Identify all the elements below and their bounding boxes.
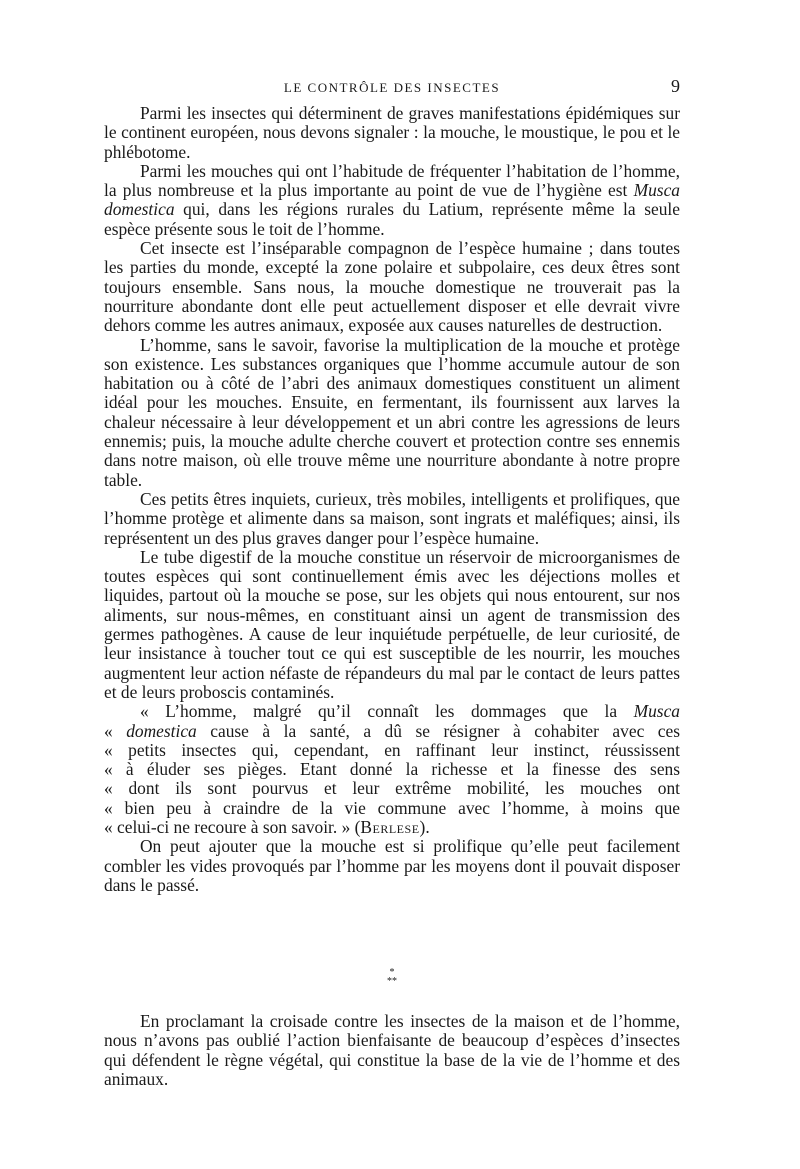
berlese-quote <box>104 702 680 837</box>
paragraph-companion: Cet insecte est l’inséparable compagnon de l’espèce humaine ; dans toutes les parties du monde, excepté la zone polaire et subpolaire, ces deux êtres sont toujours ensemble. Sans nous, la mouche domestique ne trouverait pas la nourriture abondante dont elle peut actuellement disposer et elle devrait vivre dehors comme les autres animaux, exposée aux causes naturelles de destruction. <box>104 238 680 336</box>
final-text <box>104 1012 680 1089</box>
quote-line: « dont ils sont pourvus et leur extrême mobilité, les mouches ont <box>104 778 680 799</box>
quote-line-7-text: « celui-ci ne recoure à son savoir. » ( <box>104 816 361 837</box>
quote-line-1-text: « L’homme, malgré qu’il connaît les dommages que la <box>140 701 618 722</box>
paragraph-prolific: On peut ajouter que la mouche est si prolifique qu’elle peut facilement combler les vides provoqués par l’homme par les moyens dont il pouvait disposer dans le passé. <box>104 836 680 895</box>
paragraph-epidemic-insects: Parmi les insectes qui déterminent de graves manifestations épidémiques sur le continent européen, nous devons signaler : la mouche, le moustique, le pou et le phlébotome. <box>104 103 680 162</box>
quote-species-italic: domestica <box>126 720 197 741</box>
quote-open-mark: « <box>104 720 113 741</box>
page-number: 9 <box>671 76 680 96</box>
main-text <box>104 104 680 895</box>
asterism-bottom: ** <box>387 976 397 987</box>
quote-line-2-text: cause à la santé, a dû se résigner à cohabiter avec ces <box>210 720 681 741</box>
asterism-top: * <box>389 967 395 978</box>
quote-author: Berlese <box>360 816 420 837</box>
running-title: LE CONTRÔLE DES INSECTES <box>283 80 501 95</box>
paragraph-2-end: qui, dans les régions rurales du Latium, représente même la seule espèce présente sous le toit de l’homme. <box>104 199 680 239</box>
quote-species-italic: Musca <box>633 701 680 722</box>
paragraph-digestive-tube: Le tube digestif de la mouche constitue un réservoir de microorganismes de toutes espèces qui sont continuellement émis avec les déjections molles et liquides, partout où la mouche se pose, sur les objets qui nous entourent, sur nos aliments, sur nous-mêmes, en constituant ainsi un agent de transmission des germes pathogènes. A cause de leur inquiétude perpétuelle, de leur curiosité, de leur insistance à toucher tout ce qui est susceptible de les nourrir, les mouches augmentent leur action néfaste de répandeurs du mal par le contact de leurs pattes et de leurs proboscis contaminés. <box>104 546 680 702</box>
running-header <box>104 76 680 100</box>
quote-line-7-end: ). <box>419 816 430 837</box>
asterism-separator <box>380 968 404 992</box>
quote-line <box>104 818 680 837</box>
paragraph-crusade: En proclamant la croisade contre les insectes de la maison et de l’homme, nous n’avons pas oublié l’action bienfaisante de beaucoup d’espèces d’insectes qui défendent le règne végétal, qui constitue la base de la vie de l’homme et des animaux. <box>104 1011 680 1089</box>
quote-line: « à éluder ses pièges. Etant donné la richesse et la finesse des sens <box>104 759 680 780</box>
quote-line <box>104 722 680 741</box>
paragraph-2-text: Parmi les mouches qui ont l’habitude de fréquenter l’habitation de l’homme, la plus nombreuse et la plus importante au point de vue de l’hygiène est <box>104 160 680 201</box>
quote-line: « bien peu à craindre de la vie commune avec l’homme, à moins que <box>104 797 680 818</box>
paragraph-small-beings: Ces petits êtres inquiets, curieux, très mobiles, intelligents et prolifiques, que l’homme protège et alimente dans sa maison, sont ingrats et maléfiques; ainsi, ils représentent un des plus graves danger pour l’espèce humaine. <box>104 488 680 548</box>
quote-line <box>104 702 680 721</box>
paragraph-musca-domestica <box>104 162 680 239</box>
species-name: Musca domestica <box>104 180 680 220</box>
quote-line: « petits insectes qui, cependant, en raffinant leur instinct, réussissent <box>104 739 680 760</box>
paragraph-multiplication: L’homme, sans le savoir, favorise la multiplication de la mouche et protège son existence. Les substances organiques que l’homme accumule autour de son habitation ou à côté de l’abri des animaux domestiques constituent un aliment idéal pour les mouches. Ensuite, en fermentant, ils fournissent aux larves la chaleur nécessaire à leur développement et un abri contre les agressions de leurs ennemis; puis, la mouche adulte cherche couvert et protection contre ses ennemis dans notre maison, où elle trouve même une nourriture abondante à notre propre table. <box>104 334 680 490</box>
